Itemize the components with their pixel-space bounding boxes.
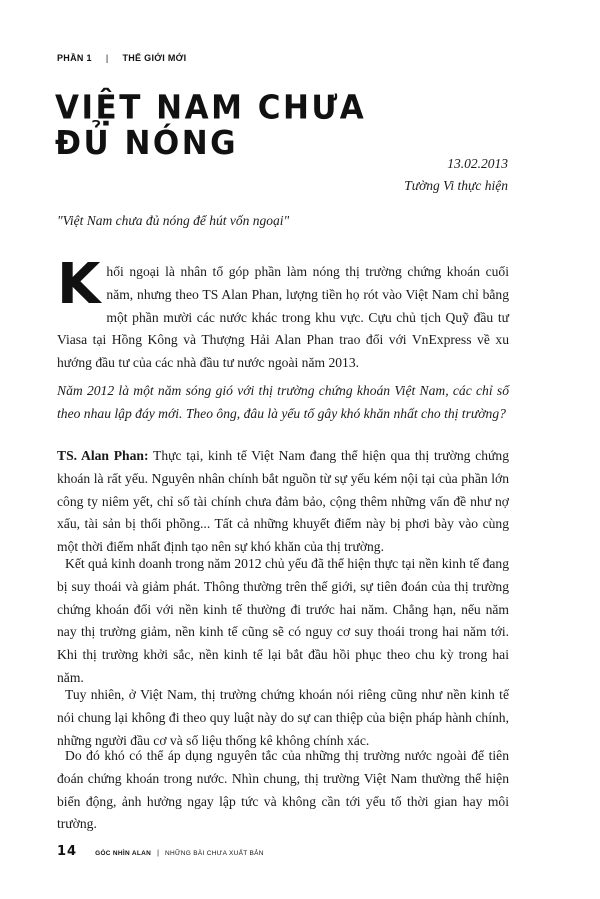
intro-paragraph-text: hối ngoại là nhân tố góp phần làm nóng thị trường chứng khoán cuối năm, nhưng theo TS Alan Phan, lượng tiền họ rót vào Việt Nam chỉ bằng một phần mười các nước khác trong khu vực. Cựu chủ tịch Quỹ đầu tư Viasa tại Hồng Kông và Thượng Hải Alan Phan trao đổi với VnExpress về xu hướng đầu tư của các nhà đầu tư nước ngoài năm 2013. bbox=[57, 264, 509, 371]
body-paragraph: Do đó khó có thể áp dụng nguyên tắc của những thị trường nước ngoài để tiên đoán chứng khoán trong nước. Nhìn chung, thị trường Việt Nam thường thể hiện biến động, ảnh hưởng ngay lập tức và không cần tới yếu tố thời gian hay môi trường. bbox=[57, 748, 509, 832]
body-paragraph: Tuy nhiên, ở Việt Nam, thị trường chứng khoán nói riêng cũng như nền kinh tế nói chung lại không đi theo quy luật này do sự can thiệp của biện pháp hành chính, những người đầu cơ và số liệu thống kê không chính xác. bbox=[57, 687, 509, 748]
answer-speaker: TS. Alan Phan: bbox=[57, 448, 149, 463]
answer-text: Thực tại, kinh tế Việt Nam đang thể hiện qua thị trường chứng khoán là rất yếu. Nguyên nhân chính bắt nguồn từ sự yếu kém nội tại của phần lớn công ty niêm yết, chỉ số tài chính chưa đảm bảo, cộng thêm những vấn đề như nợ xấu, tài sản bị thổi phồng... Tất cả những khuyết điểm này bị phơi bày vào cùng một thời điểm nhất định tạo nên sự khó khăn của thị trường. bbox=[57, 448, 509, 555]
chapter-title-line-1: VIỆT NAM CHƯA bbox=[55, 88, 367, 127]
article-date: 13.02.2013 bbox=[447, 156, 508, 171]
series-title: NHỮNG BÀI CHƯA XUẤT BẢN bbox=[164, 850, 264, 857]
book-title: GÓC NHÌN ALAN bbox=[95, 850, 152, 857]
page-footer bbox=[57, 842, 264, 860]
intro-paragraph bbox=[57, 252, 509, 375]
chapter-title bbox=[55, 90, 366, 161]
page-number: 14 bbox=[57, 844, 78, 859]
header-separator: | bbox=[105, 53, 109, 63]
body-paragraph: Kết quả kinh doanh trong năm 2012 chủ yếu đã thể hiện thực tại nền kinh tế đang bị suy thoái và giảm phát. Thông thường trên thế giới, sự tiên đoán của thị trường chứng khoán đối với nền kinh tế thường đi trước hai năm. Chẳng hạn, nếu năm nay thị trường giảm, nền kinh tế cũng sẽ có nguy cơ suy thoái trong hai năm tới. Khi thị trường khởi sắc, nền kinh tế lại bắt đầu hồi phục theo chu kỳ trong hai năm. bbox=[57, 556, 509, 685]
interview-question: Năm 2012 là một năm sóng gió với thị trường chứng khoán Việt Nam, các chỉ số theo nhau lập đáy mới. Theo ông, đâu là yếu tố gây khó khăn nhất cho thị trường? bbox=[57, 383, 509, 421]
section-label: THẾ GIỚI MỚI bbox=[122, 53, 187, 63]
footer-separator: | bbox=[157, 850, 159, 857]
interview-answer bbox=[57, 445, 509, 559]
article-author: Tường Vi thực hiện bbox=[404, 178, 508, 193]
lead-quote: "Việt Nam chưa đủ nóng để hút vốn ngoại" bbox=[57, 213, 290, 228]
drop-cap: K bbox=[57, 252, 101, 317]
chapter-title-line-2: ĐỦ NÓNG bbox=[55, 124, 239, 163]
part-label: PHẦN 1 bbox=[57, 53, 92, 63]
dateline bbox=[404, 153, 508, 197]
running-header bbox=[57, 53, 186, 63]
